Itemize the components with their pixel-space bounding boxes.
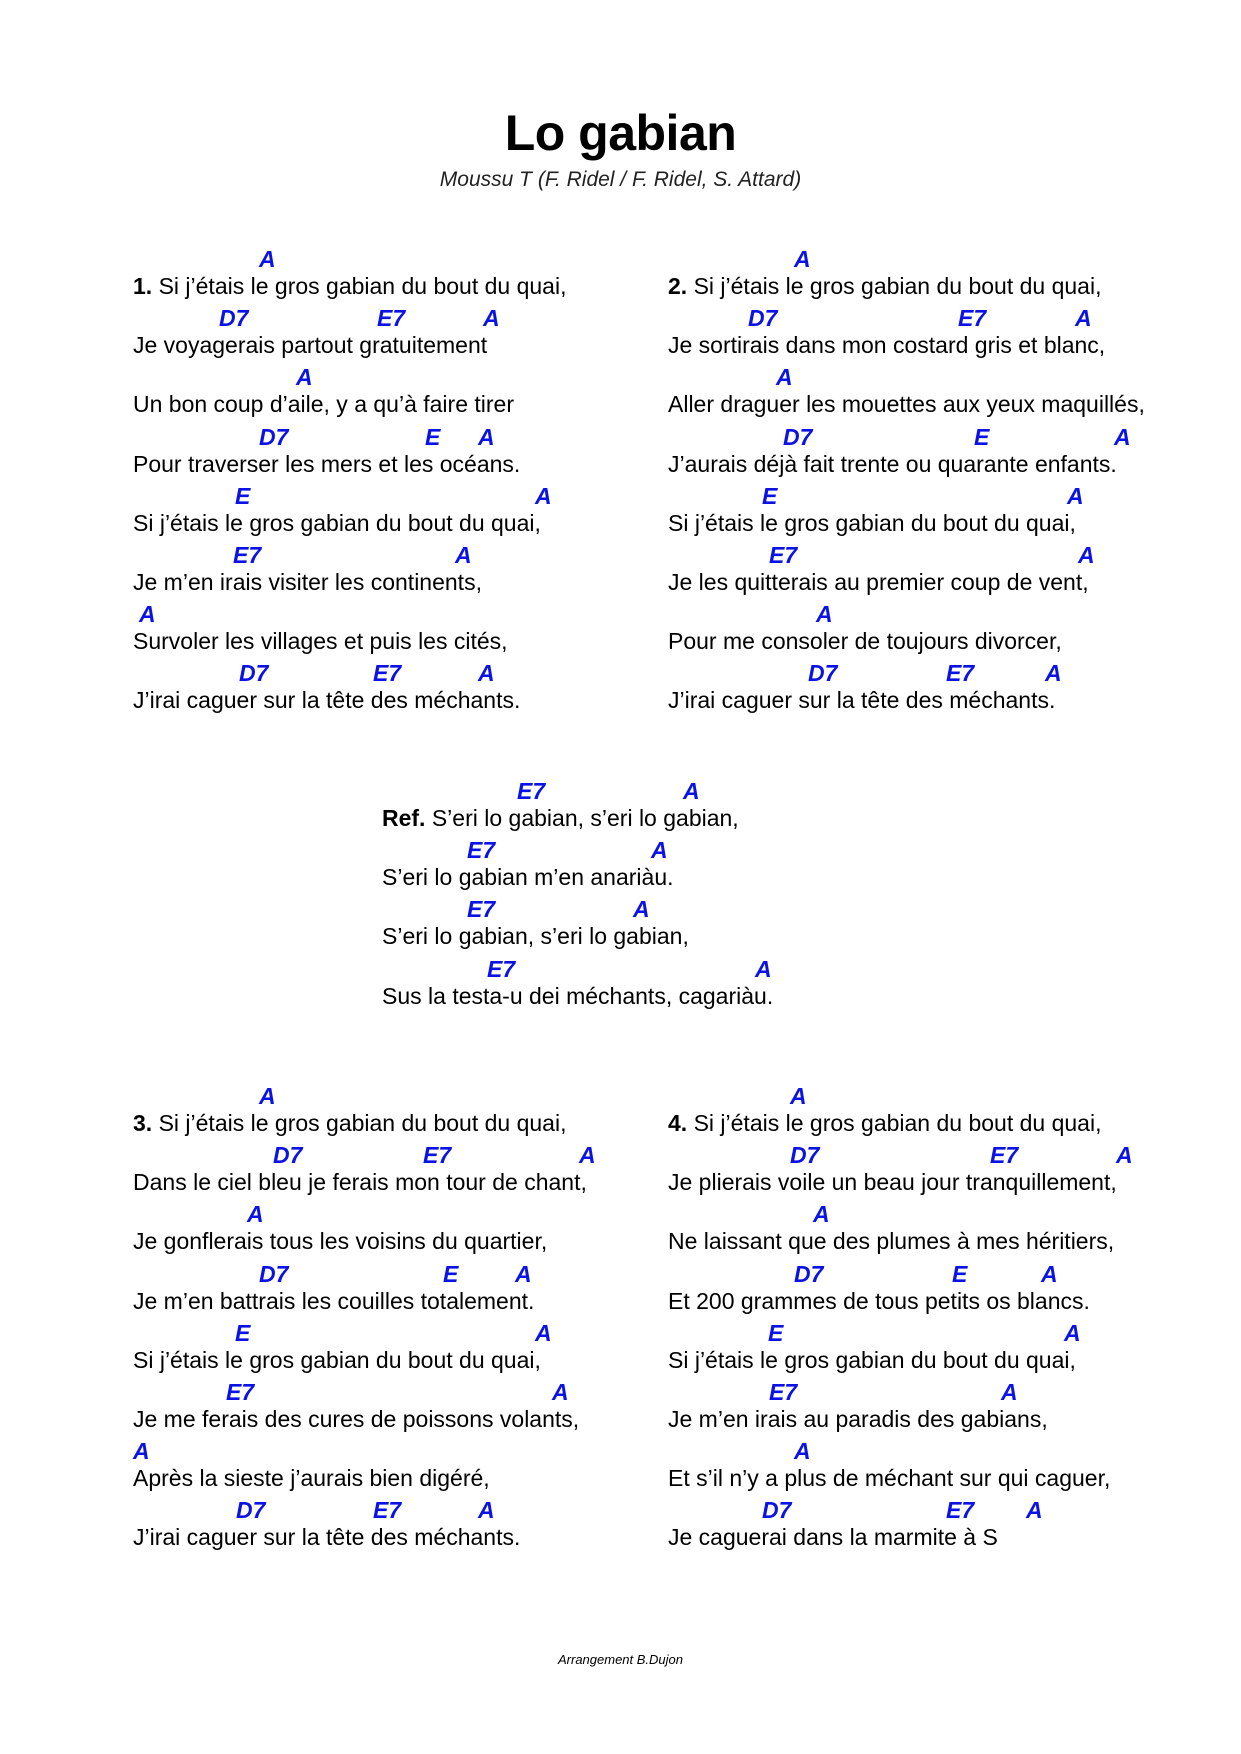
chord-a: A xyxy=(133,1438,150,1465)
chord-row xyxy=(133,364,733,392)
lyric-line: J’aurais déjà fait trente ou quarante enfants. xyxy=(668,450,1117,477)
lyric-text xyxy=(382,864,674,891)
lyric-line: Si j’étais le gros gabian du bout du quai, xyxy=(668,509,1076,536)
lyric-text xyxy=(668,1347,1076,1374)
chord-d7: D7 xyxy=(748,305,778,332)
chord-d7: D7 xyxy=(273,1142,303,1169)
lyric-line: Si j’étais le gros gabian du bout du quai, xyxy=(133,509,541,536)
chord-row xyxy=(133,1261,733,1289)
lyric-text xyxy=(668,1228,1114,1255)
chord-e: E xyxy=(974,423,990,450)
lyric-text xyxy=(133,510,541,537)
chord-e: E xyxy=(762,482,778,509)
chord-row xyxy=(133,1379,733,1407)
chord-row xyxy=(668,1379,1241,1407)
chord-a: A xyxy=(1075,305,1092,332)
chord-a: A xyxy=(296,364,313,391)
chord-row xyxy=(133,1201,733,1229)
chord-a: A xyxy=(794,246,811,272)
chord-e7: E7 xyxy=(946,660,975,687)
chord-a: A xyxy=(633,896,650,923)
chord-row xyxy=(668,305,1241,333)
chord-a: A xyxy=(478,1497,495,1524)
chord-e7: E7 xyxy=(373,1497,402,1524)
chord-a: A xyxy=(813,1201,830,1228)
chord-a: A xyxy=(515,1260,532,1287)
lyric-line: J’irai caguer sur la tête des méchants. xyxy=(133,1524,521,1551)
chord-a: A xyxy=(455,541,472,568)
chord-a: A xyxy=(1114,423,1131,450)
chord-a: A xyxy=(259,1083,276,1109)
lyric-line: Je m’en irais au paradis des gabians, xyxy=(668,1405,1048,1432)
lyric-line: Si j’étais le gros gabian du bout du quai, xyxy=(693,1110,1102,1136)
chord-e: E xyxy=(952,1260,968,1287)
chord-row xyxy=(133,1438,733,1466)
song-credits: Moussu T (F. Ridel / F. Ridel, S. Attard) xyxy=(439,168,802,191)
lyric-text xyxy=(133,273,566,300)
lyric-line: Si j’étais le gros gabian du bout du quai, xyxy=(668,1346,1076,1373)
lyric-line: Je me ferais des cures de poissons volants, xyxy=(133,1405,580,1432)
chord-row xyxy=(133,1320,733,1348)
section-label: 4. xyxy=(668,1110,688,1136)
chord-row xyxy=(382,837,982,865)
lyric-line: Aller draguer les mouettes aux yeux maquillés, xyxy=(668,391,1145,418)
chord-a: A xyxy=(1026,1497,1043,1524)
chord-row xyxy=(133,542,733,570)
lyric-text xyxy=(668,510,1076,537)
arrangement-credit: Arrangement B.Dujon xyxy=(557,1652,683,1667)
chord-e7: E7 xyxy=(958,305,987,332)
chord-a: A xyxy=(1045,660,1062,687)
chord-row xyxy=(133,424,733,452)
chord-d7: D7 xyxy=(790,1142,820,1169)
lyric-text xyxy=(668,628,1062,655)
lyric-text xyxy=(133,1406,579,1433)
lyric-line: Je m’en irais visiter les continents, xyxy=(133,568,482,595)
chord-e: E xyxy=(768,1319,784,1346)
chord-row xyxy=(668,660,1241,688)
lyric-text xyxy=(133,687,520,714)
chord-a: A xyxy=(651,837,668,864)
chord-d7: D7 xyxy=(783,423,813,450)
chord-e7: E7 xyxy=(467,896,496,923)
chord-e7: E7 xyxy=(487,955,516,982)
lyric-line: Et s’il n’y a plus de méchant sur qui caguer, xyxy=(668,1465,1111,1492)
lyric-line: Sus la testa-u dei méchants, cagariàu. xyxy=(382,982,774,1009)
lyric-text xyxy=(133,332,487,359)
lyric-text xyxy=(668,1288,1090,1315)
chord-d7: D7 xyxy=(808,660,838,687)
lyric-line: Je voyagerais partout gratuitement xyxy=(133,332,488,359)
lyric-line: Un bon coup d’aile, y a qu’à faire tirer xyxy=(133,391,514,418)
lyric-text xyxy=(668,569,1089,596)
chord-row xyxy=(668,1497,1241,1525)
lyric-line: Si j’étais le gros gabian du bout du quai, xyxy=(693,273,1102,299)
chord-a: A xyxy=(683,778,700,804)
lyric-line: Je sortirais dans mon costard gris et blanc, xyxy=(668,332,1106,359)
lyric-line: S’eri lo gabian, s’eri lo gabian, xyxy=(431,805,739,831)
chord-row xyxy=(133,660,733,688)
lyric-text xyxy=(133,569,482,596)
lyric-line: Je m’en battrais les couilles totalement. xyxy=(133,1287,535,1314)
lyric-text xyxy=(133,391,514,418)
chord-row xyxy=(382,778,982,806)
chord-a: A xyxy=(478,423,495,450)
chord-d7: D7 xyxy=(259,1260,289,1287)
chord-e: E xyxy=(235,482,251,509)
lyric-text xyxy=(668,687,1055,714)
chord-d7: D7 xyxy=(259,423,289,450)
chord-row xyxy=(668,483,1241,511)
lyric-line: Si j’étais le gros gabian du bout du quai, xyxy=(133,1346,541,1373)
chord-a: A xyxy=(794,1438,811,1465)
chord-d7: D7 xyxy=(239,660,269,687)
lyric-line: Dans le ciel bleu je ferais mon tour de chant, xyxy=(133,1169,587,1196)
chord-row xyxy=(382,956,982,984)
chord-e7: E7 xyxy=(226,1378,255,1405)
chord-a: A xyxy=(483,305,500,332)
lyric-text xyxy=(668,273,1101,300)
chord-a: A xyxy=(535,1319,552,1346)
chord-e7: E7 xyxy=(467,837,496,864)
lyric-line: Ne laissant que des plumes à mes héritiers, xyxy=(668,1228,1115,1255)
lyric-line: Et 200 grammes de tous petits os blancs. xyxy=(668,1287,1090,1314)
chord-d7: D7 xyxy=(219,305,249,332)
chord-e: E xyxy=(425,423,441,450)
chord-row xyxy=(668,1201,1241,1229)
lyric-text xyxy=(382,983,773,1010)
chord-a: A xyxy=(755,955,772,982)
chord-a: A xyxy=(1078,541,1095,568)
chord-row xyxy=(668,1261,1241,1289)
lyric-text xyxy=(668,451,1117,478)
section-label: 3. xyxy=(133,1110,153,1136)
lyric-text xyxy=(668,1169,1117,1196)
chord-a: A xyxy=(776,364,793,391)
chord-a: A xyxy=(552,1378,569,1405)
chord-e7: E7 xyxy=(377,305,406,332)
chord-e7: E7 xyxy=(517,778,546,804)
chord-row xyxy=(133,305,733,333)
lyric-line: S’eri lo gabian, s’eri lo gabian, xyxy=(382,923,689,950)
lyric-line: Si j’étais le gros gabian du bout du quai, xyxy=(158,1110,567,1136)
chord-a: A xyxy=(1001,1378,1018,1405)
lyric-text xyxy=(668,332,1105,359)
chord-d7: D7 xyxy=(762,1497,792,1524)
lyric-text xyxy=(133,1288,534,1315)
song-title: Lo gabian xyxy=(504,105,737,161)
lyric-text xyxy=(668,1524,998,1551)
lyric-line: Je caguerai dans la marmite à S xyxy=(668,1524,998,1551)
chord-row xyxy=(668,601,1241,629)
lyric-text xyxy=(133,1465,490,1492)
chord-row xyxy=(133,483,733,511)
lyric-line: S’eri lo gabian m’en anariàu. xyxy=(382,864,674,891)
lyric-line: Je plierais voile un beau jour tranquillement, xyxy=(668,1169,1117,1196)
chord-row xyxy=(668,364,1241,392)
chord-a: A xyxy=(790,1083,807,1109)
chord-row xyxy=(133,246,733,274)
lyric-text xyxy=(133,1347,541,1374)
chord-a: A xyxy=(259,246,276,272)
lyric-line: Je gonflerais tous les voisins du quartier, xyxy=(133,1228,548,1255)
lyric-line: J’irai caguer sur la tête des méchants. xyxy=(668,687,1056,714)
chord-a: A xyxy=(1064,1319,1081,1346)
chord-a: A xyxy=(579,1142,596,1169)
lyric-text xyxy=(668,391,1145,418)
chord-row xyxy=(668,542,1241,570)
lyric-text xyxy=(133,451,520,478)
chord-row xyxy=(668,1438,1241,1466)
chord-e7: E7 xyxy=(233,541,262,568)
lyric-text xyxy=(668,1465,1110,1492)
chord-e: E xyxy=(443,1260,459,1287)
chord-a: A xyxy=(1067,482,1084,509)
lyric-line: Après la sieste j’aurais bien digéré, xyxy=(133,1465,490,1492)
chord-a: A xyxy=(139,601,156,628)
chord-row xyxy=(668,424,1241,452)
lyric-text xyxy=(382,805,739,832)
chord-a: A xyxy=(247,1201,264,1228)
chord-e7: E7 xyxy=(990,1142,1019,1169)
lyric-line: Si j’étais le gros gabian du bout du quai, xyxy=(158,273,567,299)
lyric-line: J’irai caguer sur la tête des méchants. xyxy=(133,687,521,714)
section-label: 1. xyxy=(133,273,153,299)
chord-a: A xyxy=(1041,1260,1058,1287)
chord-e7: E7 xyxy=(769,541,798,568)
lyric-line: Pour me consoler de toujours divorcer, xyxy=(668,628,1062,655)
section-label: Ref. xyxy=(382,805,426,831)
chord-a: A xyxy=(816,601,833,628)
chord-row xyxy=(382,896,982,924)
section-label: 2. xyxy=(668,273,688,299)
chord-a: A xyxy=(478,660,495,687)
chord-row xyxy=(668,1083,1241,1111)
lyric-text xyxy=(382,923,689,950)
chord-row xyxy=(133,601,733,629)
chord-d7: D7 xyxy=(236,1497,266,1524)
chord-a: A xyxy=(535,482,552,509)
lyric-line: Je les quitterais au premier coup de vent, xyxy=(668,568,1089,595)
chord-e7: E7 xyxy=(373,660,402,687)
chord-row xyxy=(133,1497,733,1525)
lyric-text xyxy=(133,628,508,655)
lyric-text xyxy=(668,1110,1101,1137)
lyric-line: Pour traverser les mers et les océans. xyxy=(133,450,521,477)
chord-row xyxy=(133,1083,733,1111)
lyric-text xyxy=(133,1110,566,1137)
chord-row xyxy=(668,1142,1241,1170)
lyric-text xyxy=(133,1228,547,1255)
lyric-text xyxy=(133,1169,587,1196)
chord-e7: E7 xyxy=(769,1378,798,1405)
chord-e: E xyxy=(235,1319,251,1346)
chord-d7: D7 xyxy=(794,1260,824,1287)
chord-e7: E7 xyxy=(423,1142,452,1169)
chord-row xyxy=(133,1142,733,1170)
chord-a: A xyxy=(1116,1142,1133,1169)
chord-row xyxy=(668,1320,1241,1348)
chord-e7: E7 xyxy=(946,1497,975,1524)
lyric-line: Survoler les villages et puis les cités, xyxy=(133,628,508,655)
chord-row xyxy=(668,246,1241,274)
lyric-text xyxy=(668,1406,1048,1433)
lyric-text xyxy=(133,1524,520,1551)
